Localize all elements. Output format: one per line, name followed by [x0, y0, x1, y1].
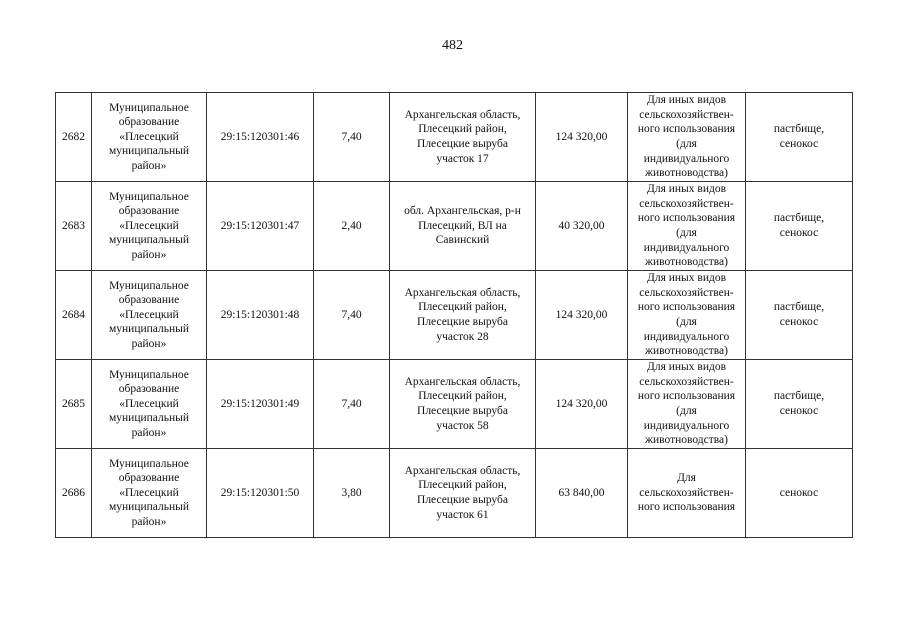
- cadastral-number-cell: 29:15:120301:49: [207, 360, 314, 449]
- cell-line: участок 17: [436, 152, 489, 165]
- cell-line: Плесецкий район,: [418, 390, 507, 403]
- cadastral-number-cell: 29:15:120301:46: [207, 93, 314, 182]
- cell-line: район»: [131, 426, 167, 439]
- rights-holder-cell: [92, 449, 207, 538]
- cell-line: сенокос: [779, 227, 819, 239]
- cell-line: образование: [118, 116, 180, 129]
- table-row: [56, 93, 853, 182]
- cell-line: «Плесецкий: [119, 130, 179, 143]
- cell-line: Муниципальное: [109, 190, 189, 203]
- cell-line: (для: [676, 405, 697, 417]
- rights-holder-cell: [92, 360, 207, 449]
- cell-line: Плесецкий район,: [418, 301, 507, 314]
- cell-line: животноводства): [645, 345, 728, 358]
- cell-line: муниципальный: [108, 145, 190, 158]
- cell-line: сельскохозяйствен-: [639, 197, 734, 210]
- cell-line: Плесецкие выруба: [417, 316, 508, 328]
- cell-line: Для иных видов: [646, 94, 727, 107]
- cell-line: ного использования: [637, 212, 736, 225]
- cell-line: район»: [131, 515, 167, 528]
- cell-line: Для: [677, 472, 696, 485]
- permitted-use-cell: [628, 93, 746, 182]
- cell-line: район»: [131, 248, 167, 261]
- cell-line: Плесецкие выруба: [417, 138, 508, 150]
- area-cell: 7,40: [314, 360, 390, 449]
- cell-line: сельскохозяйствен-: [639, 375, 734, 388]
- row-number-cell: 2683: [56, 182, 92, 271]
- cell-line: образование: [118, 294, 180, 307]
- land-type-cell: [746, 182, 853, 271]
- cell-line: сенокос: [779, 316, 819, 328]
- cell-line: пастбище,: [773, 390, 825, 403]
- cell-line: муниципальный: [108, 323, 190, 336]
- cell-line: Плесецкий, ВЛ на: [418, 219, 507, 232]
- cell-line: Муниципальное: [109, 101, 189, 114]
- permitted-use-cell: [628, 449, 746, 538]
- cell-line: участок 58: [436, 419, 489, 432]
- cell-line: муниципальный: [108, 234, 190, 247]
- table-row: [56, 271, 853, 360]
- cell-line: образование: [118, 383, 180, 396]
- cell-line: Для иных видов: [646, 183, 727, 196]
- cell-line: пастбище,: [773, 212, 825, 225]
- cell-line: сельскохозяйствен-: [639, 286, 734, 299]
- cell-line: Плесецкие выруба: [417, 405, 508, 417]
- cell-line: Архангельская область,: [404, 464, 521, 477]
- cadastral-number-cell: 29:15:120301:47: [207, 182, 314, 271]
- cell-line: пастбище,: [773, 123, 825, 136]
- land-type-cell: [746, 449, 853, 538]
- cell-line: индивидуального: [643, 419, 730, 432]
- cell-line: сенокос: [779, 138, 819, 150]
- address-cell: [390, 360, 536, 449]
- cell-line: Плесецкие выруба: [417, 494, 508, 506]
- cell-line: образование: [118, 472, 180, 485]
- cell-line: сенокос: [779, 405, 819, 417]
- cell-line: ного использования: [637, 301, 736, 314]
- cell-line: (для: [676, 227, 697, 239]
- land-type-cell: [746, 360, 853, 449]
- row-number-cell: 2686: [56, 449, 92, 538]
- cell-line: муниципальный: [108, 412, 190, 425]
- cell-line: ного использования: [637, 390, 736, 403]
- cell-line: Для иных видов: [646, 361, 727, 374]
- cell-line: (для: [676, 316, 697, 328]
- area-cell: 7,40: [314, 271, 390, 360]
- cell-line: животноводства): [645, 434, 728, 447]
- area-cell: 3,80: [314, 449, 390, 538]
- cell-line: участок 28: [436, 330, 489, 343]
- cell-line: Муниципальное: [109, 457, 189, 470]
- cell-line: животноводства): [645, 256, 728, 269]
- area-cell: 2,40: [314, 182, 390, 271]
- cell-line: Плесецкий район,: [418, 123, 507, 136]
- cell-line: животноводства): [645, 167, 728, 180]
- cell-line: Архангельская область,: [404, 375, 521, 388]
- permitted-use-cell: [628, 360, 746, 449]
- page-number: 482: [442, 38, 463, 53]
- cell-line: ного использования: [637, 501, 736, 514]
- cell-line: образование: [118, 205, 180, 218]
- land-type-cell: [746, 93, 853, 182]
- cell-line: «Плесецкий: [119, 308, 179, 321]
- cell-line: ного использования: [637, 123, 736, 136]
- address-cell: [390, 449, 536, 538]
- cell-line: индивидуального: [643, 330, 730, 343]
- cell-line: район»: [131, 337, 167, 350]
- address-cell: [390, 93, 536, 182]
- cadastral-value-cell: 124 320,00: [536, 360, 628, 449]
- rights-holder-cell: [92, 93, 207, 182]
- area-cell: 7,40: [314, 93, 390, 182]
- cell-line: «Плесецкий: [119, 486, 179, 499]
- cell-line: Плесецкий район,: [418, 479, 507, 492]
- land-registry-table: [55, 92, 853, 538]
- table-row: [56, 182, 853, 271]
- row-number-cell: 2682: [56, 93, 92, 182]
- cell-line: сельскохозяйствен-: [639, 486, 734, 499]
- cell-line: Архангельская область,: [404, 108, 521, 121]
- cell-line: сельскохозяйствен-: [639, 108, 734, 121]
- address-cell: [390, 271, 536, 360]
- address-cell: [390, 182, 536, 271]
- cell-line: Архангельская область,: [404, 286, 521, 299]
- cell-line: Для иных видов: [646, 272, 727, 285]
- cell-line: (для: [676, 138, 697, 150]
- cell-line: муниципальный: [108, 501, 190, 514]
- permitted-use-cell: [628, 271, 746, 360]
- cell-line: «Плесецкий: [119, 219, 179, 232]
- cadastral-number-cell: 29:15:120301:48: [207, 271, 314, 360]
- row-number-cell: 2684: [56, 271, 92, 360]
- cell-line: индивидуального: [643, 152, 730, 165]
- cell-line: индивидуального: [643, 241, 730, 254]
- cell-line: район»: [131, 159, 167, 172]
- cell-line: участок 61: [436, 508, 489, 521]
- table-row: [56, 360, 853, 449]
- cell-line: Муниципальное: [109, 368, 189, 381]
- cell-line: пастбище,: [773, 301, 825, 314]
- cell-line: «Плесецкий: [119, 397, 179, 410]
- cell-line: обл. Архангельская, р-н: [404, 205, 521, 218]
- cadastral-value-cell: 63 840,00: [536, 449, 628, 538]
- table-row: [56, 449, 853, 538]
- cell-line: Савинский: [435, 234, 490, 247]
- rights-holder-cell: [92, 271, 207, 360]
- cadastral-value-cell: 40 320,00: [536, 182, 628, 271]
- land-type-cell: [746, 271, 853, 360]
- cell-line: Муниципальное: [109, 279, 189, 292]
- table-body: [56, 93, 853, 538]
- cadastral-number-cell: 29:15:120301:50: [207, 449, 314, 538]
- rights-holder-cell: [92, 182, 207, 271]
- cadastral-value-cell: 124 320,00: [536, 271, 628, 360]
- cadastral-value-cell: 124 320,00: [536, 93, 628, 182]
- row-number-cell: 2685: [56, 360, 92, 449]
- cell-line: сенокос: [779, 486, 819, 499]
- permitted-use-cell: [628, 182, 746, 271]
